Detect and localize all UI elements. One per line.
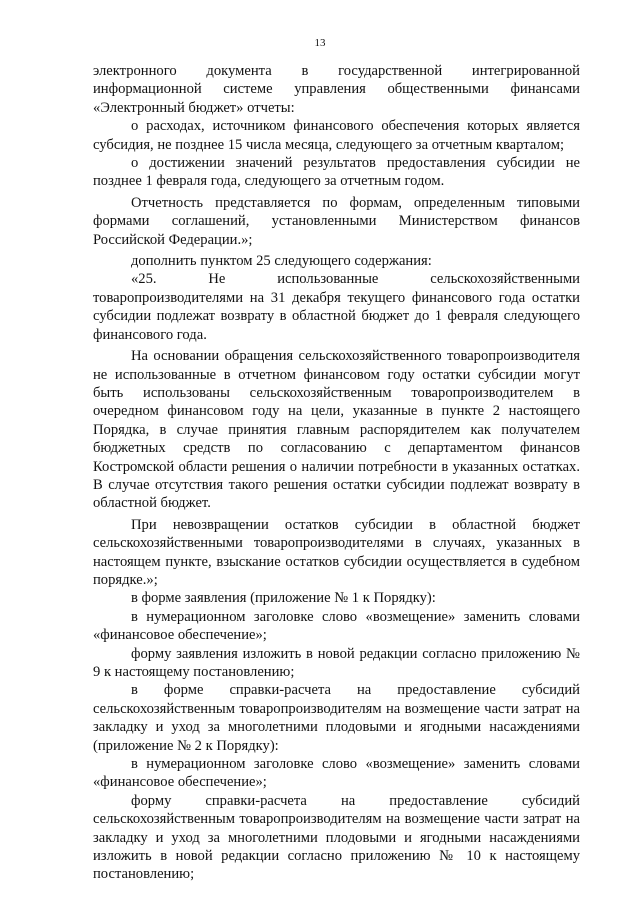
paragraph: электронного документа в государственной интегрированной информационной системе управления общественными финансами «Электронный бюджет» отчеты: (93, 63, 580, 116)
paragraph: о расходах, источником финансового обеспечения которых является субсидия, не позднее 15 числа месяца, следующего за отчетным кварталом; (93, 118, 580, 153)
paragraph: в нумерационном заголовке слово «возмещение» заменить словами «финансовое обеспечение»; (93, 756, 580, 791)
paragraph: На основании обращения сельскохозяйственного товаропроизводителя не использованные в отчетном финансовом году остатки субсидии могут быть использованы сельскохозяйственным товаропроизводителем в очередном финансовом году на цели, указанные в пункте 2 настоящего Порядка, в случае принятия главным распорядителем как получателем бюджетных средств по согласованию с департаментом финансов Костромской области решения о наличии потребности в указанных остатках. В случае отсутствия такого решения остатки субсидии подлежат возврату в областной бюджет. (93, 348, 580, 512)
paragraph: форму заявления изложить в новой редакции согласно приложению № 9 к настоящему постановлению; (93, 645, 580, 680)
paragraph: в форме заявления (приложение № 1 к Порядку): (131, 590, 436, 607)
paragraph: «25. Не использованные сельскохозяйственными товаропроизводителями на 31 декабря текущего финансового года остатки субсидии подлежат возврату в областной бюджет до 1 февраля следующего финансового года. (93, 271, 580, 343)
page-number: 13 (314, 37, 326, 49)
paragraph: дополнить пунктом 25 следующего содержания: (131, 253, 432, 270)
paragraph: в нумерационном заголовке слово «возмещение» заменить словами «финансовое обеспечение»; (93, 608, 580, 644)
paragraph: форму справки-расчета на предоставление субсидий сельскохозяйственным товаропроизводителям на возмещение части затрат на закладку и уход за многолетними плодовыми и ягодными насаждениями изложить в новой редакции согласно приложению № 10 к настоящему постановлению; (93, 792, 580, 883)
paragraph: о достижении значений результатов предоставления субсидии не позднее 1 февраля года, следующего за отчетным годом. (93, 155, 580, 190)
document-body (93, 62, 580, 884)
paragraph: в форме справки-расчета на предоставление субсидий сельскохозяйственным товаропроизводителям на возмещение части затрат на закладку и уход за многолетними плодовыми и ягодными насаждениями (приложение № 2 к Порядку): (93, 682, 580, 754)
paragraph: Отчетность представляется по формам, определенным типовыми формами соглашений, установленными Министерством финансов Российской Федерации.»; (93, 194, 580, 248)
paragraph: При невозвращении остатков субсидии в областной бюджет сельскохозяйственными товаропроизводителями в случаях, указанных в настоящем пункте, взыскание остатков субсидии осуществляется в судебном порядке.»; (93, 516, 580, 588)
